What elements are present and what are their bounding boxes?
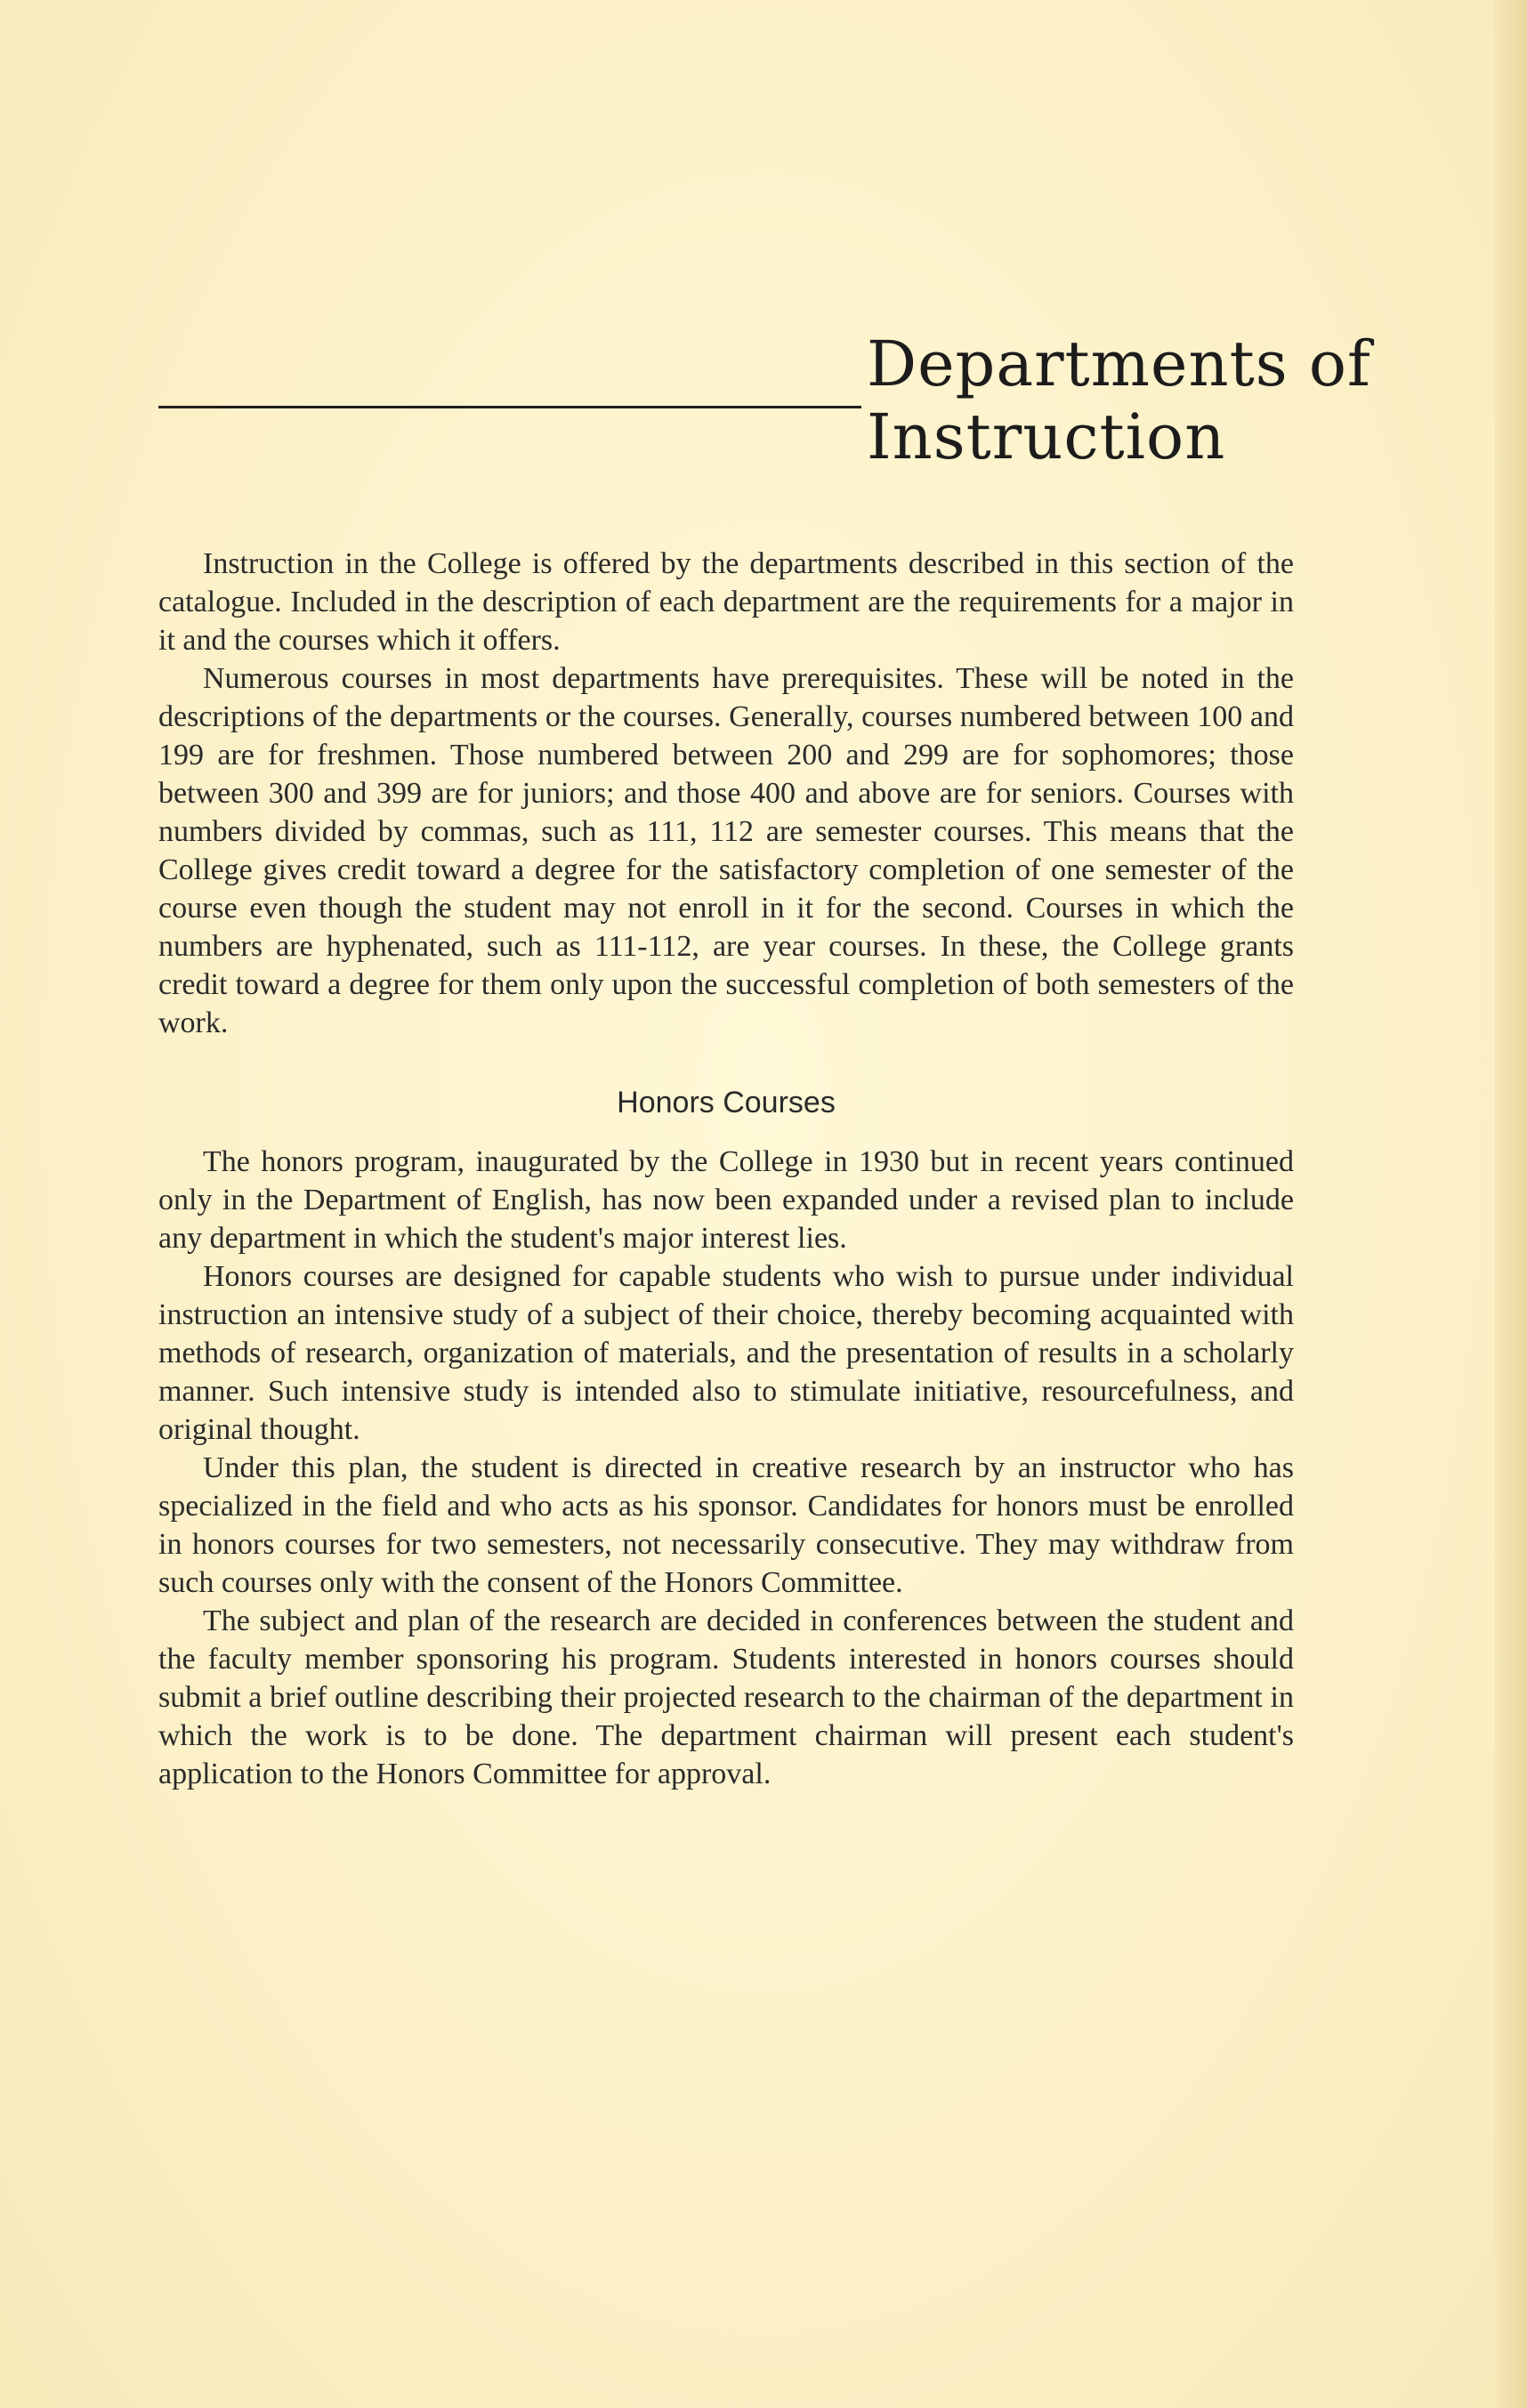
section-header <box>158 327 1371 473</box>
header-rule <box>158 406 861 408</box>
honors-paragraph-4: The subject and plan of the research are decided in conferences between the student and the faculty member sponsoring his program. Students interested in honors courses should submit a brief outline describing their projected research to the chairman of the department in which the work is to be done. The department chairman will present each student's application to the Honors Committee for approval. <box>158 1604 1294 1790</box>
honors-heading: Honors Courses <box>617 1086 836 1119</box>
honors-paragraph-1: The honors program, inaugurated by the College in 1930 but in recent years continued only in the Department of English, has now been expanded under a revised plan to include any department in which the student's major interest lies. <box>158 1145 1294 1255</box>
page-edge-shadow <box>1495 0 1527 2408</box>
intro-paragraph-2: Numerous courses in most departments have prerequisites. These will be noted in the descriptions of the departments or the courses. Generally, courses numbered between 100 and 199 are for freshmen. Those numbered between 200 and 299 are for sophomores; those between 300 and 399 are for juniors; and those 400 and above are for seniors. Courses with numbers divided by commas, such as 111, 112 are semester courses. This means that the College gives credit toward a degree for the satisfactory completion of one semester of the course even though the student may not enroll in it for the second. Courses in which the numbers are hyphenated, such as 111-112, are year courses. In these, the College grants credit toward a degree for them only upon the successful completion of both semesters of the work. <box>158 662 1294 1039</box>
section-title-line-1: Departments of <box>867 327 1371 400</box>
section-title-line-2: Instruction <box>867 400 1226 473</box>
honors-paragraph-2: Honors courses are designed for capable students who wish to pursue under individual instruction an intensive study of a subject of their choice, thereby becoming acquainted with methods of research, organization of materials, and the presentation of results in a scholarly manner. Such intensive study is intended also to stimulate initiative, resourcefulness, and original thought. <box>158 1260 1294 1446</box>
intro-paragraph-1: Instruction in the College is offered by the departments described in this section of the catalogue. Included in the description of each department are the requirements for a major in it and the courses which it offers. <box>158 547 1294 657</box>
section-title <box>867 327 1371 473</box>
body-text <box>158 545 1294 1793</box>
honors-paragraph-3: Under this plan, the student is directed in creative research by an instructor who has specialized in the field and who acts as his sponsor. Candidates for honors must be enrolled in honors courses for two semesters, not necessarily consecutive. They may withdraw from such courses only with the consent of the Honors Committee. <box>158 1451 1294 1599</box>
